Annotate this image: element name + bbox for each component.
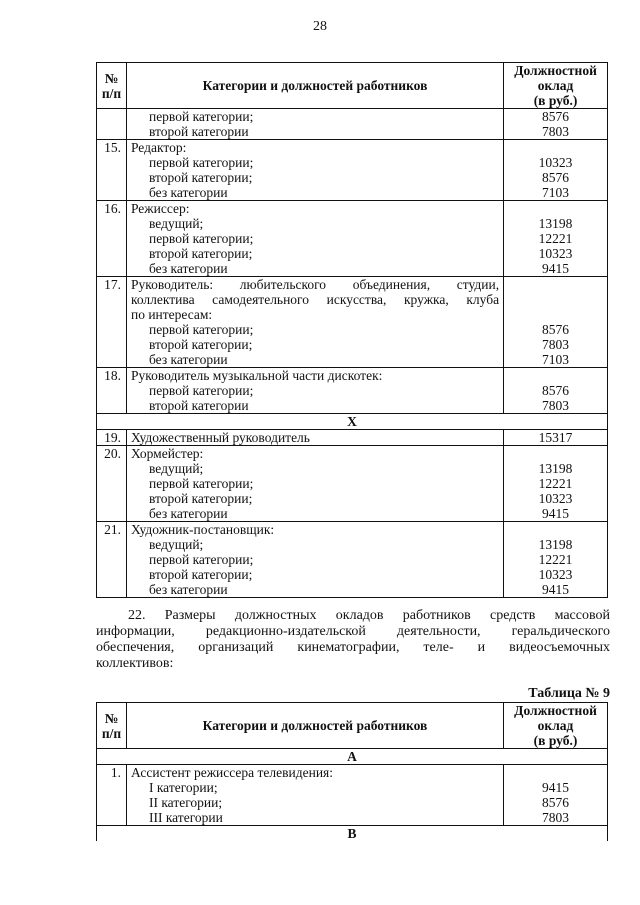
salary-value: 7803 xyxy=(542,124,570,139)
category-line: первой категории; xyxy=(148,476,254,491)
category-line: без категории xyxy=(148,185,228,200)
category-line: ведущий; xyxy=(148,537,204,552)
row-num: 15. xyxy=(97,140,127,201)
row-category xyxy=(126,446,503,522)
salary-value: 7103 xyxy=(542,185,570,200)
category-line: второй категории; xyxy=(148,491,253,506)
category-line: первой категории; xyxy=(148,322,254,337)
paragraph-line: информации, редакционно-издательской деятельности, геральдического xyxy=(96,624,610,639)
salary-value: 7803 xyxy=(542,810,570,825)
table-row xyxy=(97,109,608,140)
category-line: без категории xyxy=(148,261,228,276)
category-line: без категории xyxy=(148,352,228,367)
category-line: второй категории; xyxy=(148,567,253,582)
category-line: первой категории; xyxy=(148,383,254,398)
header-num: № п/п xyxy=(97,63,127,109)
section-label: А xyxy=(97,749,608,765)
row-salary xyxy=(504,765,608,826)
row-category xyxy=(126,140,503,201)
category-line: первой категории; xyxy=(148,231,254,246)
paragraph-line: коллективов: xyxy=(96,656,174,671)
row-salary xyxy=(504,140,608,201)
salary-table-9 xyxy=(96,702,608,841)
header-num: № п/п xyxy=(97,703,127,749)
table-row xyxy=(97,201,608,277)
category-line: II категории; xyxy=(148,795,223,810)
table-row xyxy=(97,430,608,446)
table-row xyxy=(97,368,608,414)
category-title: Руководитель музыкальной части дискотек: xyxy=(130,368,383,383)
table-caption: Таблица № 9 xyxy=(528,686,610,701)
salary-value: 12221 xyxy=(538,476,573,491)
row-category xyxy=(126,201,503,277)
salary-value: 9415 xyxy=(542,582,570,597)
paragraph-22 xyxy=(96,608,610,672)
row-salary xyxy=(504,109,608,140)
table-header xyxy=(97,703,608,749)
table-row xyxy=(97,765,608,826)
row-num: 18. xyxy=(97,368,127,414)
row-num: 17. xyxy=(97,277,127,368)
category-title: Художник-постановщик: xyxy=(130,522,275,537)
category-title: Художественный руководитель xyxy=(130,430,310,445)
salary-value: 8576 xyxy=(542,795,570,810)
table-row xyxy=(97,522,608,598)
salary-value: 13198 xyxy=(538,537,573,552)
category-line: первой категории; xyxy=(148,155,254,170)
paragraph-line: 22. Размеры должностных окладов работников средств массовой xyxy=(128,608,610,623)
category-line: без категории xyxy=(148,582,228,597)
category-title: по интересам: xyxy=(130,307,213,322)
category-line: второй категории; xyxy=(148,170,253,185)
row-num: 1. xyxy=(97,765,127,826)
table-row xyxy=(97,140,608,201)
category-title: Руководитель: любительского объединения, студии, xyxy=(130,277,500,292)
section-row xyxy=(97,749,608,765)
category-line: III категории xyxy=(148,810,223,825)
row-salary xyxy=(504,201,608,277)
category-title: Ассистент режиссера телевидения: xyxy=(130,765,333,780)
salary-value: 8576 xyxy=(542,322,570,337)
row-num xyxy=(97,109,127,140)
table-row xyxy=(97,446,608,522)
category-line: первой категории; xyxy=(148,552,254,567)
salary-value: 13198 xyxy=(538,461,573,476)
salary-value: 10323 xyxy=(538,155,573,170)
section-label: В xyxy=(97,826,608,842)
category-line: I категории; xyxy=(148,780,218,795)
category-title: коллектива самодеятельного искусства, кружка, клуба xyxy=(130,292,500,307)
section-row xyxy=(97,414,608,430)
row-salary xyxy=(504,430,608,446)
category-line: без категории xyxy=(148,506,228,521)
category-line: второй категории xyxy=(148,398,249,413)
table-header xyxy=(97,63,608,109)
category-line: второй категории; xyxy=(148,337,253,352)
category-line: второй категории xyxy=(148,124,249,139)
row-category xyxy=(126,109,503,140)
salary-value: 7803 xyxy=(542,337,570,352)
row-num: 21. xyxy=(97,522,127,598)
paragraph-line: обеспечения, организаций кинематографии, теле- и видеосъемочных xyxy=(96,640,610,655)
category-line: ведущий; xyxy=(148,216,204,231)
category-line: второй категории; xyxy=(148,246,253,261)
row-category xyxy=(126,430,503,446)
category-title: Хормейстер: xyxy=(130,446,204,461)
section-label: X xyxy=(97,414,608,430)
salary-table-continued xyxy=(96,62,608,598)
salary-value: 10323 xyxy=(538,491,573,506)
row-category xyxy=(126,277,503,368)
category-title: Редактор: xyxy=(130,140,187,155)
header-category: Категории и должностей работников xyxy=(126,703,503,749)
row-num: 20. xyxy=(97,446,127,522)
salary-value: 7103 xyxy=(542,352,570,367)
salary-value: 7803 xyxy=(542,398,570,413)
row-category xyxy=(126,522,503,598)
category-line: ведущий; xyxy=(148,461,204,476)
row-num: 19. xyxy=(97,430,127,446)
table-row xyxy=(97,277,608,368)
salary-value: 8576 xyxy=(542,109,570,124)
salary-value: 10323 xyxy=(538,567,573,582)
salary-value: 13198 xyxy=(538,216,573,231)
row-category xyxy=(126,765,503,826)
section-row xyxy=(97,826,608,842)
salary-value: 8576 xyxy=(542,383,570,398)
category-title: Режиссер: xyxy=(130,201,190,216)
salary-value: 12221 xyxy=(538,552,573,567)
salary-value: 8576 xyxy=(542,170,570,185)
header-salary: Должностной оклад (в руб.) xyxy=(504,703,608,749)
salary-value: 12221 xyxy=(538,231,573,246)
page-number: 28 xyxy=(313,19,327,34)
salary-value: 9415 xyxy=(542,506,570,521)
header-category: Категории и должностей работников xyxy=(126,63,503,109)
category-line: первой категории; xyxy=(148,109,254,124)
row-num: 16. xyxy=(97,201,127,277)
salary-value: 15317 xyxy=(538,430,573,445)
row-salary xyxy=(504,446,608,522)
row-salary xyxy=(504,277,608,368)
salary-value: 9415 xyxy=(542,261,570,276)
header-salary: Должностной оклад (в руб.) xyxy=(504,63,608,109)
row-salary xyxy=(504,368,608,414)
row-salary xyxy=(504,522,608,598)
salary-value: 9415 xyxy=(542,780,570,795)
salary-value: 10323 xyxy=(538,246,573,261)
row-category xyxy=(126,368,503,414)
